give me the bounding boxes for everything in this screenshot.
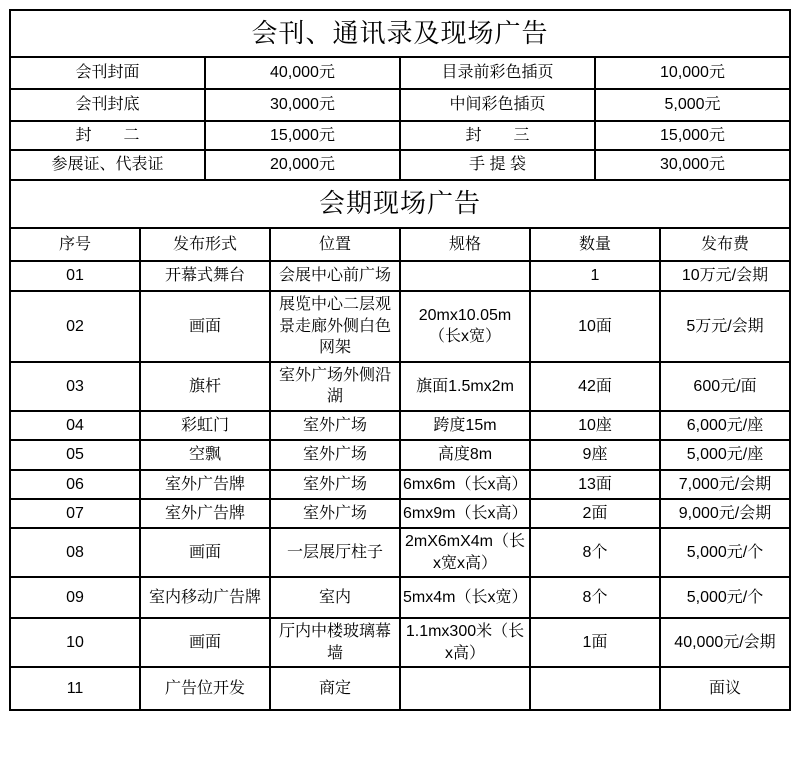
cell-fee: 9,000元/会期 [660,499,790,528]
cell-spec: 20mx10.05m（长x宽） [400,291,530,362]
cell-location: 室外广场外侧沿湖 [270,362,400,411]
cell-location: 室外广场 [270,499,400,528]
cell-serial: 07 [10,499,140,528]
cell-item-price: 10,000元 [595,57,790,89]
cell-item-price: 15,000元 [205,121,400,150]
table-row [10,362,790,411]
cell-qty: 9座 [530,440,660,470]
cell-serial: 08 [10,528,140,577]
col-header-spec: 规格 [400,228,530,261]
cell-item-price: 30,000元 [205,89,400,121]
cell-qty [530,667,660,710]
cell-qty: 42面 [530,362,660,411]
cell-spec: 旗面1.5mx2m [400,362,530,411]
cell-form: 室内移动广告牌 [140,577,270,618]
table-row [10,291,790,362]
cell-location: 室内 [270,577,400,618]
cell-serial: 11 [10,667,140,710]
cell-item-price: 5,000元 [595,89,790,121]
table-row [10,667,790,710]
cell-spec: 高度8m [400,440,530,470]
cell-serial: 03 [10,362,140,411]
cell-fee: 5,000元/个 [660,528,790,577]
table-row [10,57,790,89]
table-row [10,618,790,667]
cell-form: 画面 [140,528,270,577]
cell-item-label: 会刊封面 [10,57,205,89]
cell-spec: 2mX6mX4m（长x宽x高） [400,528,530,577]
cell-qty: 1面 [530,618,660,667]
cell-item-label: 手 提 袋 [400,150,595,180]
cell-fee: 7,000元/会期 [660,470,790,499]
cell-qty: 10面 [530,291,660,362]
cell-item-price: 20,000元 [205,150,400,180]
cell-item-price: 30,000元 [595,150,790,180]
col-header-qty: 数量 [530,228,660,261]
table-row [10,411,790,440]
cell-serial: 10 [10,618,140,667]
cell-serial: 04 [10,411,140,440]
section2-title: 会期现场广告 [10,180,790,228]
cell-spec: 6mx6m（长x高） [400,470,530,499]
cell-form: 空飘 [140,440,270,470]
cell-fee: 6,000元/座 [660,411,790,440]
cell-serial: 09 [10,577,140,618]
cell-fee: 40,000元/会期 [660,618,790,667]
table-row [10,577,790,618]
cell-qty: 8个 [530,577,660,618]
cell-item-label: 中间彩色插页 [400,89,595,121]
table-row [10,10,790,57]
table-row [10,150,790,180]
table-row [10,528,790,577]
cell-location: 商定 [270,667,400,710]
cell-serial: 05 [10,440,140,470]
cell-qty: 8个 [530,528,660,577]
cell-location: 室外广场 [270,440,400,470]
cell-qty: 10座 [530,411,660,440]
col-header-form: 发布形式 [140,228,270,261]
cell-fee: 5,000元/个 [660,577,790,618]
table-row [10,440,790,470]
publication-ads-table [9,9,791,181]
table-row [10,89,790,121]
table-row [10,261,790,291]
cell-qty: 1 [530,261,660,291]
cell-item-price: 40,000元 [205,57,400,89]
cell-serial: 06 [10,470,140,499]
col-header-location: 位置 [270,228,400,261]
cell-form: 画面 [140,291,270,362]
cell-spec [400,261,530,291]
section1-title: 会刊、通讯录及现场广告 [10,10,790,57]
cell-spec: 跨度15m [400,411,530,440]
cell-form: 室外广告牌 [140,470,270,499]
cell-fee: 600元/面 [660,362,790,411]
cell-serial: 01 [10,261,140,291]
cell-location: 室外广场 [270,470,400,499]
table-row [10,121,790,150]
cell-item-price: 15,000元 [595,121,790,150]
cell-spec: 1.1mx300米（长x高） [400,618,530,667]
cell-item-label: 封 三 [400,121,595,150]
onsite-ads-table [9,179,791,711]
cell-location: 厅内中楼玻璃幕墙 [270,618,400,667]
cell-form: 室外广告牌 [140,499,270,528]
cell-fee: 面议 [660,667,790,710]
table-row [10,180,790,228]
cell-serial: 02 [10,291,140,362]
cell-form: 画面 [140,618,270,667]
cell-form: 旗杆 [140,362,270,411]
cell-fee: 10万元/会期 [660,261,790,291]
cell-qty: 2面 [530,499,660,528]
cell-item-label: 参展证、代表证 [10,150,205,180]
cell-spec [400,667,530,710]
cell-fee: 5,000元/座 [660,440,790,470]
cell-form: 彩虹门 [140,411,270,440]
cell-form: 开幕式舞台 [140,261,270,291]
cell-location: 展览中心二层观景走廊外侧白色网架 [270,291,400,362]
cell-location: 室外广场 [270,411,400,440]
cell-fee: 5万元/会期 [660,291,790,362]
cell-qty: 13面 [530,470,660,499]
col-header-fee: 发布费 [660,228,790,261]
table-header-row [10,228,790,261]
table-row [10,470,790,499]
cell-item-label: 会刊封底 [10,89,205,121]
cell-item-label: 目录前彩色插页 [400,57,595,89]
cell-spec: 5mx4m（长x宽） [400,577,530,618]
cell-location: 会展中心前广场 [270,261,400,291]
cell-spec: 6mx9m（长x高） [400,499,530,528]
cell-form: 广告位开发 [140,667,270,710]
cell-item-label: 封 二 [10,121,205,150]
cell-location: 一层展厅柱子 [270,528,400,577]
col-header-serial: 序号 [10,228,140,261]
table-row [10,499,790,528]
